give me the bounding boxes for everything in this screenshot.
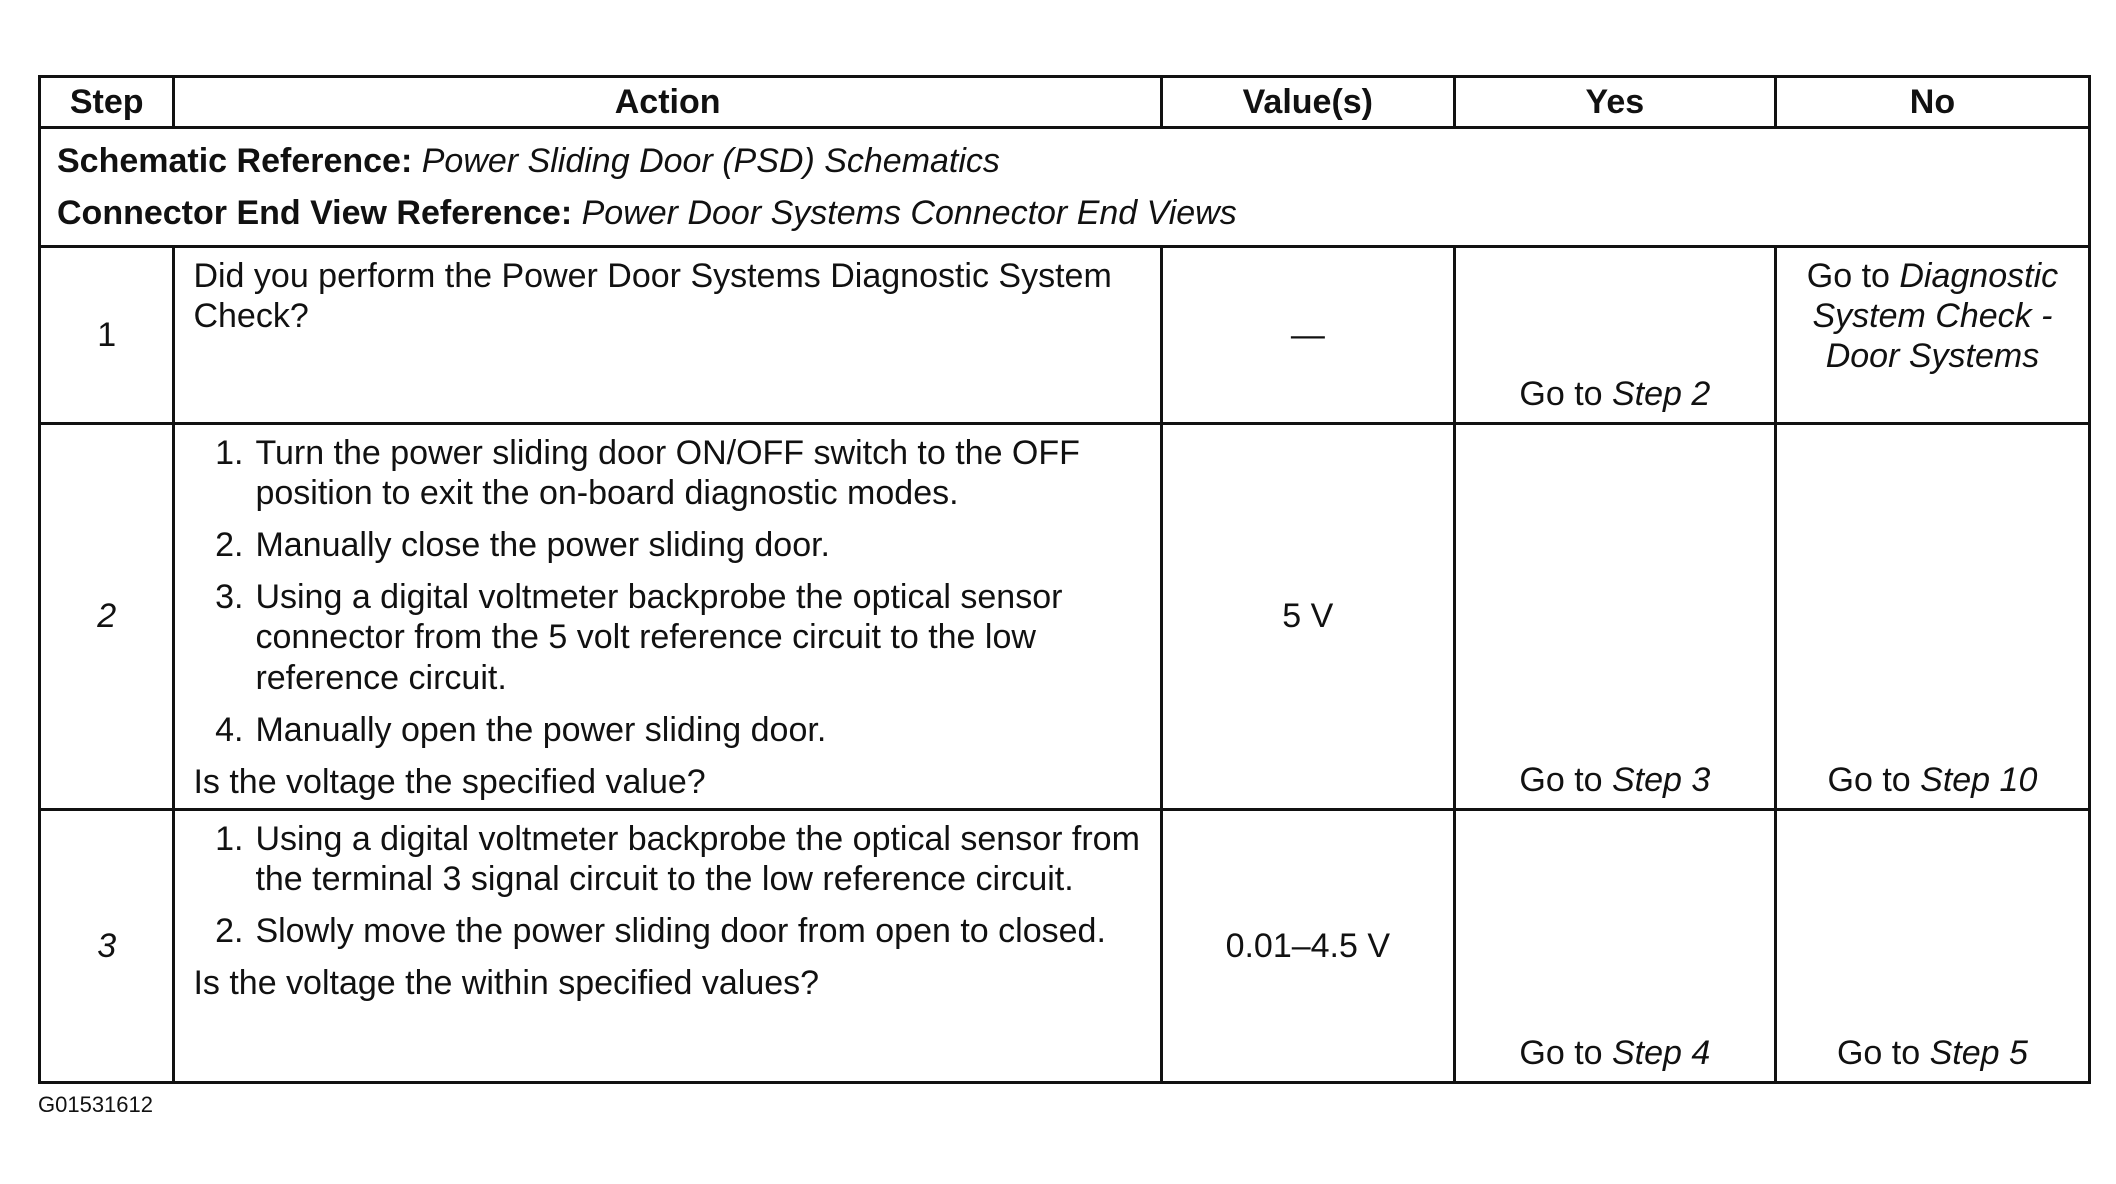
list-item — [193, 525, 1145, 565]
value-text: — — [1290, 315, 1325, 354]
connector-reference — [57, 187, 2072, 239]
schematic-reference-link[interactable]: Power Sliding Door (PSD) Schematics — [421, 142, 1000, 180]
no-link[interactable]: Step 5 — [1929, 1033, 2028, 1072]
list-item — [193, 433, 1145, 513]
list-item-number: 1. — [215, 434, 244, 472]
action-text: Did you perform the Power Door Systems Diagnostic System Check? — [193, 257, 1112, 336]
table-row — [40, 424, 2090, 810]
yes-link[interactable]: Step 4 — [1612, 1033, 1711, 1072]
step-number: 3 — [97, 926, 117, 965]
no-link[interactable]: Diagnostic System Check - Door Systems — [1812, 257, 2059, 376]
list-item-text: Slowly move the power sliding door from open to closed. — [255, 912, 1106, 951]
diagnostic-table — [38, 75, 2091, 1084]
value-text: 0.01–4.5 V — [1225, 926, 1391, 965]
step-number: 1 — [97, 315, 117, 354]
yes-prefix: Go to — [1519, 1033, 1612, 1072]
table-row — [40, 809, 2090, 1082]
list-item-text: Using a digital voltmeter backprobe the optical sensor from the terminal 3 signal circuit to the low reference circuit. — [255, 819, 1140, 898]
value-text: 5 V — [1282, 597, 1334, 636]
action-question: Is the voltage the within specified values? — [193, 964, 820, 1003]
yes-prefix: Go to — [1519, 760, 1612, 799]
no-link[interactable]: Step 10 — [1920, 760, 2038, 799]
reference-row — [40, 128, 2090, 247]
table-row — [40, 247, 2090, 424]
schematic-reference — [57, 135, 2072, 187]
no-cell — [1775, 424, 2089, 810]
action-cell — [174, 424, 1161, 810]
step-cell — [40, 247, 174, 424]
step-cell — [40, 424, 174, 810]
list-item-number: 4. — [215, 710, 244, 749]
no-prefix: Go to — [1836, 1033, 1930, 1072]
yes-link[interactable]: Step 2 — [1612, 374, 1711, 413]
list-item-number: 1. — [215, 819, 244, 858]
header-no: No — [1775, 77, 2089, 128]
header-yes: Yes — [1454, 77, 1775, 128]
list-item-text: Turn the power sliding door ON/OFF switch to the OFF position to exit the on-board diagnostic modes. — [255, 434, 1080, 513]
connector-reference-link[interactable]: Power Door Systems Connector End Views — [581, 194, 1237, 232]
action-cell — [174, 809, 1161, 1082]
list-item-text: Using a digital voltmeter backprobe the optical sensor connector from the 5 volt reference circuit to the low reference circuit. — [255, 578, 1063, 697]
header-action: Action — [174, 77, 1161, 128]
action-cell — [174, 247, 1161, 424]
figure-id: G01531612 — [38, 1092, 153, 1117]
action-list — [193, 433, 1145, 750]
value-cell — [1161, 424, 1454, 810]
yes-cell — [1454, 809, 1775, 1082]
no-cell — [1775, 809, 2089, 1082]
step-cell — [40, 809, 174, 1082]
value-cell — [1161, 247, 1454, 424]
list-item-number: 2. — [215, 912, 244, 951]
list-item-text: Manually close the power sliding door. — [255, 526, 830, 565]
list-item — [193, 819, 1145, 899]
schematic-reference-label: Schematic Reference: — [57, 142, 413, 180]
header-values: Value(s) — [1161, 77, 1454, 128]
list-item — [193, 911, 1145, 951]
header-step: Step — [40, 77, 174, 128]
list-item-number: 3. — [215, 578, 244, 617]
list-item-text: Manually open the power sliding door. — [255, 710, 827, 749]
list-item — [193, 577, 1145, 697]
list-item-number: 2. — [215, 526, 244, 565]
yes-prefix: Go to — [1519, 374, 1612, 413]
value-cell — [1161, 809, 1454, 1082]
action-list — [193, 819, 1145, 951]
no-cell — [1775, 247, 2089, 424]
no-prefix: Go to — [1806, 257, 1900, 295]
yes-link[interactable]: Step 3 — [1612, 760, 1711, 799]
no-prefix: Go to — [1827, 760, 1921, 799]
action-question: Is the voltage the specified value? — [193, 762, 706, 801]
reference-cell — [40, 128, 2090, 247]
list-item — [193, 710, 1145, 750]
yes-cell — [1454, 424, 1775, 810]
connector-reference-label: Connector End View Reference: — [57, 194, 573, 232]
header-row — [40, 77, 2090, 128]
step-number: 2 — [97, 597, 117, 636]
yes-cell — [1454, 247, 1775, 424]
